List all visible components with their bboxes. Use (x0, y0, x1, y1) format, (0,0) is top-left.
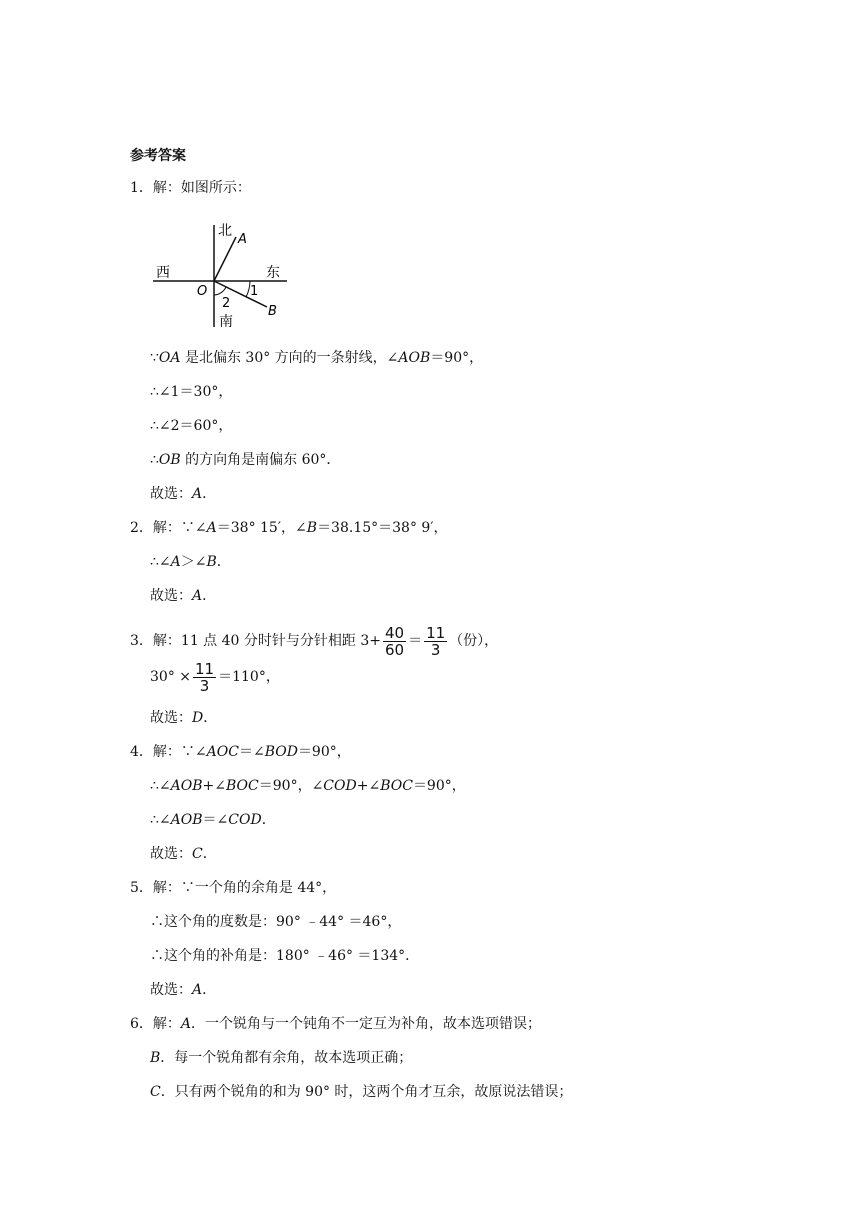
point-a-label: A (238, 232, 247, 247)
q1-line-3: ∴∠1＝30°， (150, 384, 233, 400)
q1-line-5: ∴OB 的方向角是南偏东 60°． (150, 452, 341, 468)
q2-line-3: 故选：A． (150, 588, 217, 604)
west-label: 西 (156, 265, 170, 281)
answer-heading: 参考答案 (130, 148, 186, 164)
point-b-label: B (268, 304, 277, 319)
q6-line-3: C．只有两个锐角的和为 90° 时，这两个角才互余，故原说法错误； (150, 1084, 573, 1100)
q4-line-1: 4．解：∵∠AOC＝∠BOD＝90°， (130, 744, 351, 760)
q5-line-4: 故选：A． (150, 982, 217, 998)
q3-line-1: 3．解：11 点 40 分时针与分针相距 3+ $\frac{40}{60}$ ＝ $\frac{11}{3}$ （份）， (130, 623, 499, 659)
north-label: 北 (218, 223, 232, 239)
q4-line-4: 故选：C． (150, 846, 217, 862)
q4-line-3: ∴∠AOB＝∠COD． (150, 812, 276, 828)
q3-line-3: 故选：D． (150, 710, 218, 726)
point-o-label: O (197, 284, 208, 299)
angle-2-label: 2 (222, 296, 231, 311)
q3-line-2: 30° × $\frac{11}{3}$ ＝110°， (150, 659, 280, 695)
q1-line-6: 故选：A． (150, 486, 217, 502)
q2-line-2: ∴∠A＞∠B． (150, 554, 231, 570)
q6-line-2: B．每一个锐角都有余角，故本选项正确； (150, 1050, 413, 1066)
direction-diagram (150, 215, 290, 330)
fraction-11-3: $\frac{11}{3}$ (426, 623, 446, 659)
q5-line-2: ∴这个角的度数是：90° ﹣44° ＝46°， (150, 914, 402, 930)
ray-oa (214, 237, 236, 281)
angle-1-label: 1 (250, 284, 259, 299)
angle-2-arc (214, 287, 226, 295)
q4-line-2: ∴∠AOB+∠BOC＝90°，∠COD+∠BOC＝90°， (150, 778, 466, 794)
q1-line-4: ∴∠2＝60°， (150, 418, 233, 434)
q5-line-3: ∴这个角的补角是：180° ﹣46° ＝134°． (150, 948, 420, 964)
q2-line-1: 2．解：∵∠A＝38° 15′，∠B＝38.15°＝38° 9′， (130, 520, 448, 536)
q6-line-1: 6．解：A．一个锐角与一个钝角不一定互为补角，故本选项错误； (130, 1016, 542, 1032)
q1-line-1: 1．解：如图所示： (130, 180, 251, 196)
q5-line-1: 5．解：∵一个角的余角是 44°， (130, 880, 337, 896)
q1-line-2: ∵OA 是北偏东 30° 方向的一条射线，∠AOB＝90°， (150, 350, 484, 366)
fraction-40-60: $\frac{40}{60}$ (384, 623, 405, 659)
south-label: 南 (219, 314, 233, 330)
east-label: 东 (266, 265, 280, 281)
fraction-11-3-second: $\frac{11}{3}$ (195, 659, 215, 695)
